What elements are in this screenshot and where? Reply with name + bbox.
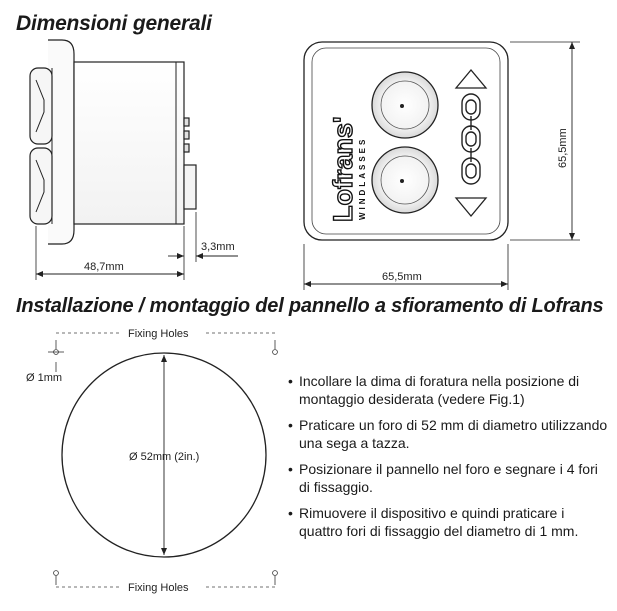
instruction-item bbox=[288, 372, 610, 408]
instruction-text: Praticare un foro di 52 mm di diametro utilizzando una sega a tazza. bbox=[299, 417, 608, 451]
bullet-icon: • bbox=[288, 417, 293, 433]
instruction-list bbox=[288, 372, 610, 548]
dim-height-label: 65,5mm bbox=[557, 128, 569, 168]
down-button-graphic bbox=[372, 147, 438, 213]
dim-width-label: 65,5mm bbox=[382, 271, 422, 283]
brand-subtitle: WINDLASSES bbox=[358, 136, 367, 220]
fixing-holes-top-label: Fixing Holes bbox=[128, 328, 189, 340]
bullet-icon: • bbox=[288, 461, 293, 477]
instruction-text: Rimuovere il dispositivo e quindi praticare i quattro fori di fissaggio del diametro di 1 mm. bbox=[299, 505, 579, 539]
instruction-item bbox=[288, 460, 610, 496]
instruction-item bbox=[288, 416, 610, 452]
bullet-icon: • bbox=[288, 505, 293, 521]
hole-diameter-label: Ø 1mm bbox=[26, 372, 63, 384]
brand-logo: Lofrans' bbox=[328, 116, 358, 222]
dim-lip-label: 3,3mm bbox=[201, 241, 235, 253]
fixing-holes-bottom-label: Fixing Holes bbox=[128, 582, 189, 594]
front-view bbox=[304, 42, 580, 290]
dim-depth-label: 48,7mm bbox=[84, 261, 124, 273]
cutout-diameter-label: Ø 52mm (2in.) bbox=[129, 451, 200, 463]
section-title-installation: Installazione / montaggio del pannello a sfioramento di Lofrans bbox=[16, 295, 604, 317]
instruction-text: Posizionare il pannello nel foro e segnare i 4 fori di fissaggio. bbox=[299, 461, 598, 495]
chain-icon bbox=[462, 94, 480, 184]
up-button-graphic bbox=[372, 72, 438, 138]
bullet-icon: • bbox=[288, 373, 293, 389]
instruction-text: Incollare la dima di foratura nella posizione di montaggio desiderata (vedere Fig.1) bbox=[299, 373, 580, 407]
instruction-item bbox=[288, 504, 610, 540]
section-title-dimensions: Dimensioni generali bbox=[16, 12, 212, 35]
